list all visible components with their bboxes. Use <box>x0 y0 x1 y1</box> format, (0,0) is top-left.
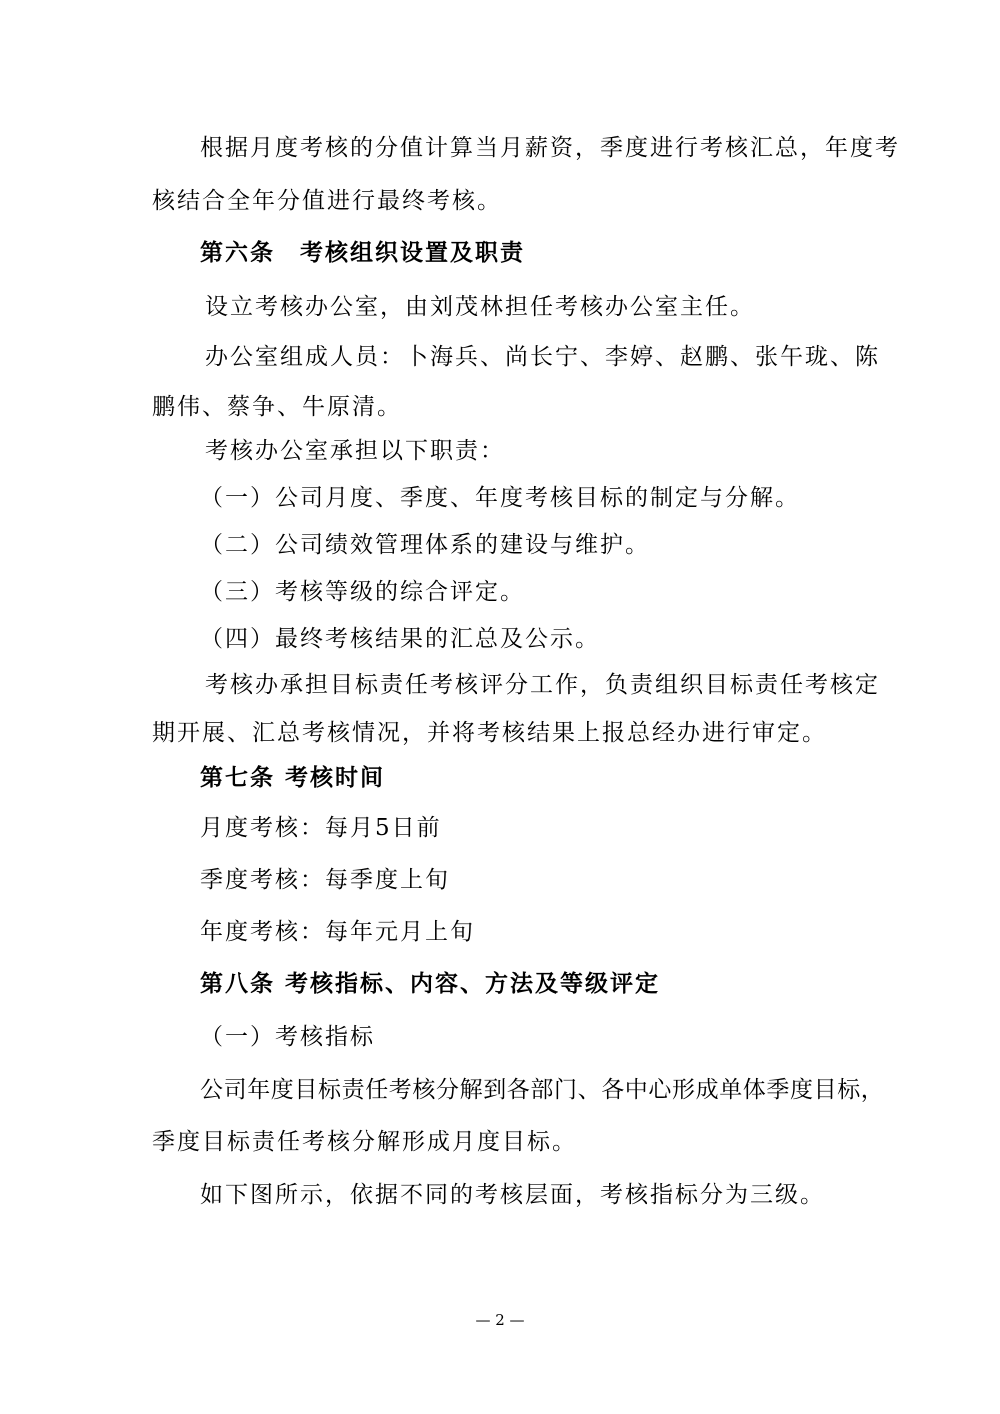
section-heading-article-6: 第六条 考核组织设置及职责 <box>200 239 525 266</box>
body-paragraph: 核结合全年分值进行最终考核。 <box>152 188 502 214</box>
section-heading-article-8: 第八条 考核指标、内容、方法及等级评定 <box>200 970 661 997</box>
list-item: （一）考核指标 <box>200 1024 375 1050</box>
section-heading-article-7: 第七条 考核时间 <box>200 764 386 791</box>
body-paragraph: 根据月度考核的分值计算当月薪资，季度进行考核汇总，年度考 <box>200 135 900 161</box>
body-paragraph: 年度考核：每年元月上旬 <box>200 919 475 945</box>
body-paragraph: 办公室组成人员：卜海兵、尚长宁、李婷、赵鹏、张午珑、陈 <box>205 344 880 370</box>
body-paragraph: 设立考核办公室，由刘茂林担任考核办公室主任。 <box>205 294 755 320</box>
body-paragraph: 考核办承担目标责任考核评分工作，负责组织目标责任考核定 <box>205 672 880 698</box>
list-item: （四）最终考核结果的汇总及公示。 <box>200 626 600 652</box>
body-paragraph: 季度目标责任考核分解形成月度目标。 <box>152 1129 577 1155</box>
page-number: — 2 — <box>475 1311 525 1329</box>
body-paragraph: 考核办公室承担以下职责： <box>205 438 505 464</box>
list-item: （三）考核等级的综合评定。 <box>200 579 525 605</box>
list-item: （二）公司绩效管理体系的建设与维护。 <box>200 532 650 558</box>
body-paragraph: 期开展、汇总考核情况，并将考核结果上报总经办进行审定。 <box>152 720 827 746</box>
list-item: （一）公司月度、季度、年度考核目标的制定与分解。 <box>200 485 800 511</box>
body-paragraph: 如下图所示，依据不同的考核层面，考核指标分为三级。 <box>200 1182 825 1208</box>
body-paragraph: 季度考核：每季度上旬 <box>200 867 450 893</box>
body-paragraph: 公司年度目标责任考核分解到各部门、各中心形成单体季度目标， <box>200 1077 885 1103</box>
body-paragraph: 鹏伟、蔡争、牛原清。 <box>152 394 402 420</box>
body-paragraph: 月度考核：每月5日前 <box>200 815 442 841</box>
